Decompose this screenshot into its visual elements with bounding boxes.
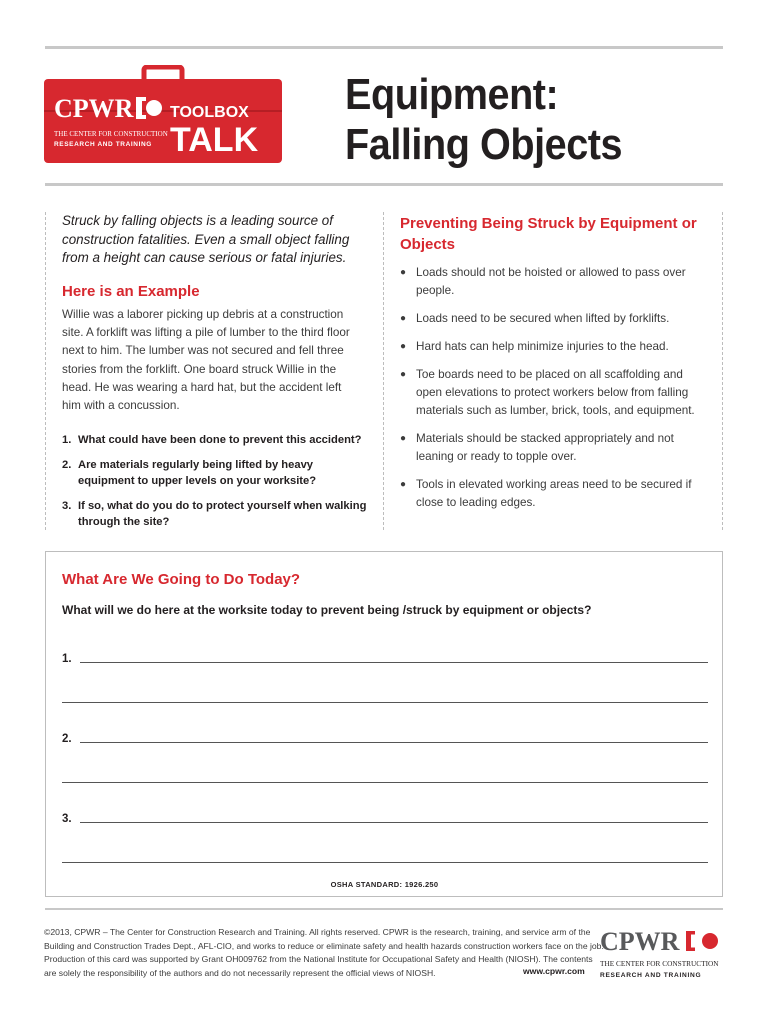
prevention-item: [400, 338, 700, 356]
header-rule: [45, 183, 723, 186]
prevention-item-text: Materials should be stacked appropriately and not leaning or ready to topple over.: [416, 431, 674, 463]
footer-text: ©2013, CPWR – The Center for Construction Research and Training. All rights reserved. CPWR is the research, training, and service arm of the Building and Construction Trades Dept., AFL-CIO, and works to reduce or eliminate safety and health hazards construction workers face on the job. Production of this card was supported by Grant OH009762 from the National Institute for Occupational Safety and Health (NIOSH). The contents are solely the responsibility of the authors and do not necessarily represent the official views of NIOSH.: [44, 927, 604, 979]
prevention-item-text: Tools in elevated working areas need to be secured if close to leading edges.: [416, 477, 692, 509]
prevention-item-text: Toe boards need to be placed on all scaffolding and open elevations to protect workers below from falling materials such as lumber, brick, tools, and equipment.: [416, 367, 695, 417]
bullet-icon: ●: [400, 478, 407, 490]
cpwr-toolbox-talk-logo: [44, 65, 282, 163]
question-item: [62, 498, 372, 531]
prevention-item-text: Loads should not be hoisted or allowed to pass over people.: [416, 266, 686, 298]
answer-line[interactable]: [62, 862, 708, 863]
footer-url-link[interactable]: www.cpwr.com: [523, 966, 585, 976]
action-plan-question: What will we do here at the worksite today to prevent being /struck by equipment or objects?: [62, 603, 592, 617]
question-text: Are materials regularly being lifted by heavy equipment to upper levels on your worksite?: [78, 458, 317, 487]
logo-talk: TALK: [170, 121, 259, 159]
footer-rule: [45, 908, 723, 910]
question-item: [62, 432, 372, 449]
footer-logo-tagline-1: THE CENTER FOR CONSTRUCTION: [600, 959, 719, 968]
question-number: 1.: [62, 434, 72, 446]
question-number: 2.: [62, 458, 72, 471]
left-column-border: [45, 212, 46, 530]
bullet-icon: ●: [400, 340, 407, 352]
bullet-icon: ●: [400, 313, 407, 324]
title-line-2: Falling Objects: [345, 120, 623, 169]
answer-line[interactable]: [80, 662, 708, 663]
prevention-list: [400, 264, 700, 522]
answer-line[interactable]: [62, 702, 708, 703]
prevention-item: [400, 430, 700, 466]
osha-standard: OSHA STANDARD: 1926.250: [330, 880, 439, 889]
footer-logo-brand: CPWR: [600, 927, 680, 956]
prevention-item: [400, 264, 700, 300]
bullet-icon: ●: [400, 432, 407, 444]
cpwr-footer-logo: [600, 926, 724, 982]
title-line-1: Equipment:: [345, 70, 559, 119]
discussion-questions: [62, 432, 372, 539]
answer-line[interactable]: [62, 782, 708, 783]
logo-brand: CPWR: [54, 94, 134, 123]
footer-logo-tagline-2: RESEARCH AND TRAINING: [600, 972, 702, 979]
prevention-item: [400, 366, 700, 421]
logo-toolbox: TOOLBOX: [170, 104, 249, 121]
logo-tagline-1: THE CENTER FOR CONSTRUCTION: [54, 130, 168, 138]
intro-text: Struck by falling objects is a leading source of construction fatalities. Even a small object falling from a height can cause serious or fatal injuries.: [62, 213, 350, 265]
answer-line[interactable]: [80, 822, 708, 823]
answer-number: 2.: [62, 733, 72, 745]
action-plan-heading: What Are We Going to Do Today?: [62, 571, 301, 588]
center-column-border: [383, 212, 384, 530]
logo-tagline-2: RESEARCH AND TRAINING: [54, 141, 152, 148]
example-heading: Here is an Example: [62, 283, 200, 300]
top-rule: [45, 46, 723, 49]
question-number: 3.: [62, 499, 72, 512]
prevention-item: [400, 476, 700, 512]
prevention-item: [400, 310, 700, 328]
answer-number: 1.: [62, 653, 72, 665]
question-text: What could have been done to prevent this accident?: [78, 434, 362, 446]
example-text: Willie was a laborer picking up debris at a construction site. A forklift was lifting a pile of lumber to the third floor next to him. The lumber was not secured and fell three stories from the forklift. One board struck Willie in the head. He was wearing a hard hat, but the accident left him with a concussion.: [62, 308, 350, 413]
bullet-icon: ●: [400, 368, 407, 380]
prevention-heading: Preventing Being Struck by Equipment or Objects: [400, 215, 697, 253]
bullet-icon: ●: [400, 267, 407, 278]
answer-number: 3.: [62, 813, 72, 825]
prevention-item-text: Loads need to be secured when lifted by forklifts.: [416, 312, 670, 325]
answer-line[interactable]: [80, 742, 708, 743]
prevention-item-text: Hard hats can help minimize injuries to the head.: [416, 339, 669, 353]
right-column-border: [722, 212, 723, 530]
question-text: If so, what do you do to protect yourself when walking through the site?: [78, 499, 367, 528]
question-item: [62, 457, 372, 490]
footer-logo-mark-icon: [686, 931, 718, 951]
